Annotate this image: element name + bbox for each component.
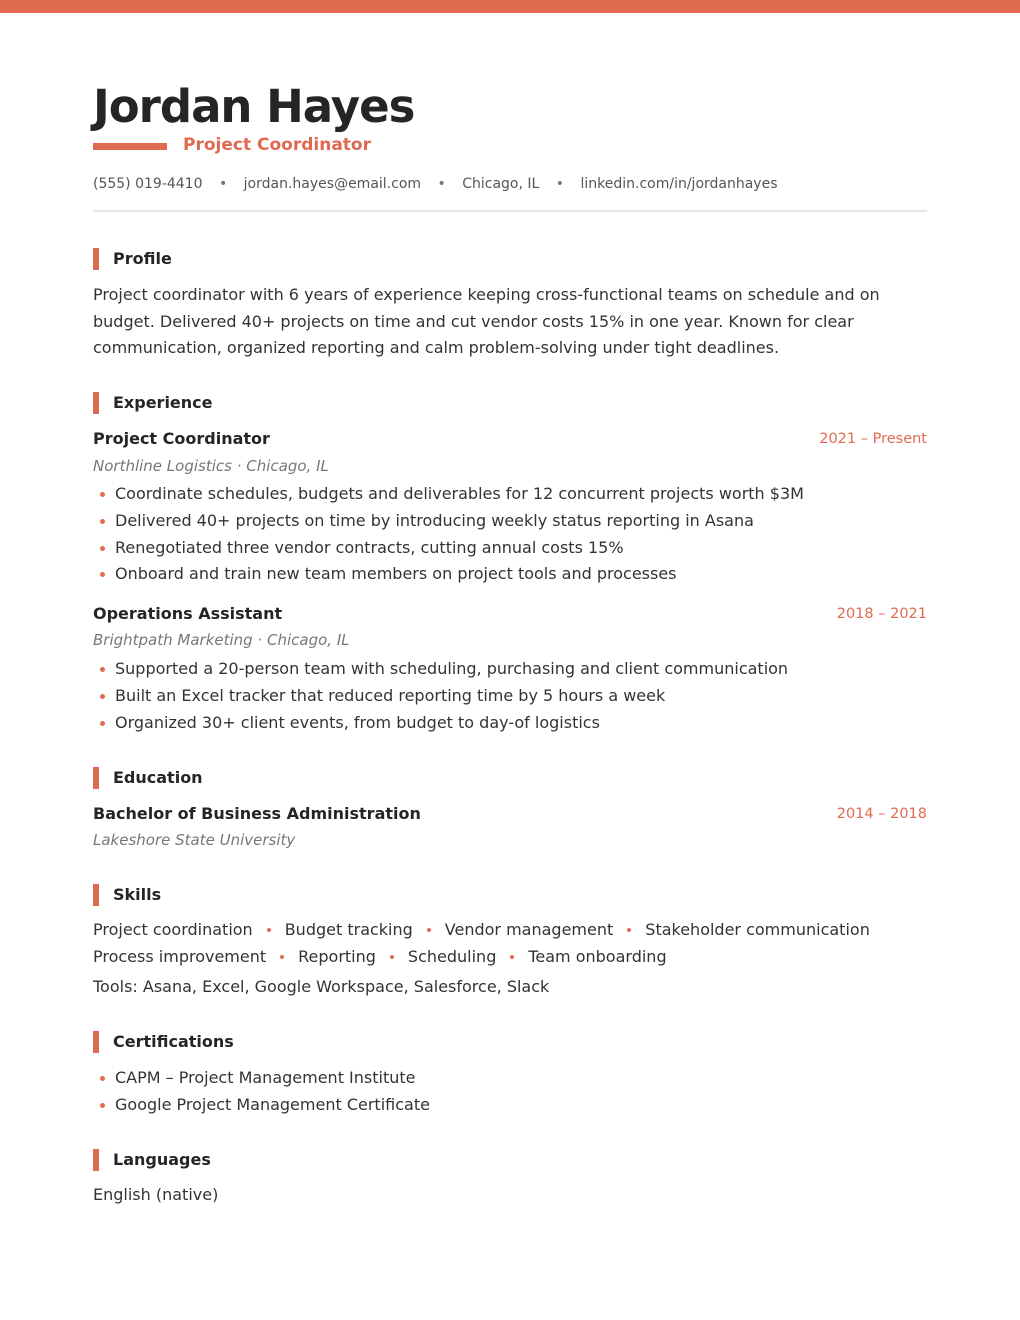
skill-item: Budget tracking (284, 920, 413, 939)
skill-item: Stakeholder communication (645, 920, 870, 939)
school-name: Lakeshore State University (93, 831, 296, 849)
contact-email[interactable]: jordan.hayes@email.com (243, 176, 422, 192)
section-marker (93, 884, 99, 906)
contact-separator: • (218, 176, 228, 192)
bullet-dot-icon (100, 694, 105, 699)
header-divider (93, 210, 927, 212)
bullet-text: Coordinate schedules, budgets and deliverables for 12 concurrent projects worth $3M (115, 484, 804, 503)
separator-dot-icon (627, 928, 631, 932)
bullet-text: Organized 30+ client events, from budget to day-of logistics (115, 712, 600, 732)
bullet-dot-icon (100, 1103, 105, 1108)
separator-dot-icon (510, 955, 514, 959)
skill-item: Vendor management (444, 920, 614, 939)
section-marker (93, 392, 99, 414)
section-title: Skills (113, 885, 162, 904)
list-item (93, 535, 927, 562)
job-title: Project Coordinator (93, 429, 270, 448)
skill-item: Reporting (298, 947, 376, 966)
list-item (93, 710, 927, 737)
section-marker (93, 248, 99, 270)
section-marker (93, 1149, 99, 1171)
bullet-text: Onboard and train new team members on project tools and processes (115, 564, 677, 584)
bullet-dot-icon (100, 519, 105, 524)
separator-dot-icon (267, 928, 271, 932)
bullet-dot-icon (100, 1076, 105, 1081)
list-item (93, 481, 927, 508)
bullet-text: Renegotiated three vendor contracts, cutting annual costs 15% (115, 537, 624, 557)
list-item (93, 656, 927, 683)
profile-summary: Project coordinator with 6 years of experience keeping cross-functional teams on schedule and on budget. Delivered 40+ projects on time and cut vendor costs 15% in one year. Known for clear communication, organized reporting and calm problem-solving under tight deadlines. (93, 285, 880, 357)
job-organization: Northline Logistics · Chicago, IL (93, 457, 329, 475)
job-title: Operations Assistant (93, 604, 283, 623)
contact-location: Chicago, IL (462, 176, 540, 192)
section-title: Experience (113, 393, 213, 412)
bullet-dot-icon (100, 667, 105, 672)
section-title: Languages (113, 1150, 211, 1169)
name-accent-line (93, 143, 167, 150)
skill-item: Team onboarding (528, 947, 667, 966)
section-title: Certifications (113, 1032, 234, 1051)
section-marker (93, 1031, 99, 1053)
certification-text: CAPM – Project Management Institute (115, 1068, 416, 1087)
job-bullets (93, 481, 927, 588)
job-bullets (93, 656, 927, 736)
bullet-dot-icon (100, 721, 105, 726)
skill-item: Scheduling (407, 947, 497, 966)
skills-row (93, 920, 870, 939)
bullet-dot-icon (100, 572, 105, 577)
education-dates: 2014 – 2018 (836, 806, 927, 822)
top-accent-bar (0, 0, 1020, 13)
skills-row (93, 947, 667, 966)
separator-dot-icon (427, 928, 431, 932)
job-organization: Brightpath Marketing · Chicago, IL (93, 631, 350, 649)
bullet-text: Delivered 40+ projects on time by introducing weekly status reporting in Asana (115, 510, 754, 530)
bullet-dot-icon (100, 492, 105, 497)
bullet-dot-icon (100, 546, 105, 551)
contact-separator: • (555, 176, 565, 192)
certification-list (93, 1065, 927, 1119)
section-title: Education (113, 768, 203, 787)
list-item (93, 1065, 927, 1092)
section-title: Profile (113, 249, 172, 268)
list-item (93, 1092, 927, 1119)
contact-phone: (555) 019-4410 (93, 176, 203, 192)
contact-separator: • (437, 176, 446, 192)
certification-text: Google Project Management Certificate (115, 1094, 430, 1114)
skill-item: Process improvement (93, 947, 267, 966)
job-dates: 2018 – 2021 (836, 606, 927, 622)
list-item (93, 508, 927, 535)
candidate-role: Project Coordinator (183, 135, 371, 155)
contact-linkedin[interactable]: linkedin.com/in/jordanhayes (580, 176, 778, 192)
languages-text: English (native) (93, 1185, 219, 1204)
tools-line: Tools: Asana, Excel, Google Workspace, Salesforce, Slack (93, 977, 550, 996)
candidate-name: Jordan Hayes (93, 80, 415, 133)
bullet-text: Supported a 20-person team with scheduling, purchasing and client communication (115, 659, 789, 678)
separator-dot-icon (280, 955, 284, 959)
degree-title: Bachelor of Business Administration (93, 804, 421, 823)
skill-item: Project coordination (93, 920, 253, 939)
bullet-text: Built an Excel tracker that reduced reporting time by 5 hours a week (115, 685, 666, 705)
job-dates: 2021 – Present (819, 431, 927, 447)
list-item (93, 561, 927, 588)
section-marker (93, 767, 99, 789)
contact-line (93, 176, 927, 192)
separator-dot-icon (390, 955, 394, 959)
list-item (93, 683, 927, 710)
